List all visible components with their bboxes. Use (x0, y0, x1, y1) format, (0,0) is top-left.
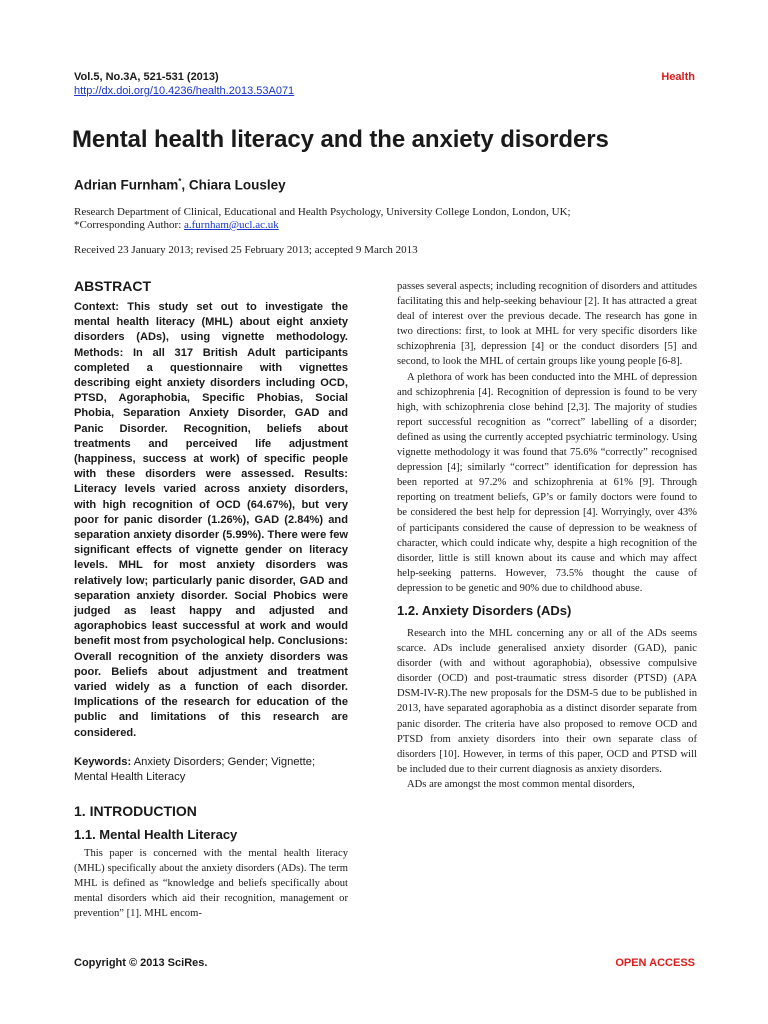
abstract-heading: ABSTRACT (74, 278, 151, 294)
email-link[interactable]: a.furnham@ucl.ac.uk (184, 219, 279, 231)
section-heading-introduction: 1. INTRODUCTION (74, 802, 197, 819)
open-access-label: OPEN ACCESS (615, 957, 695, 969)
keywords (74, 755, 348, 785)
keywords-label: Keywords: (74, 755, 132, 768)
subsection-heading-mhl: 1.1. Mental Health Literacy (74, 826, 238, 842)
author-list (74, 177, 286, 193)
left-column (74, 278, 348, 921)
corresponding-line (74, 219, 634, 232)
body-paragraph: ADs are amongst the most common mental disorders, (407, 778, 635, 790)
author-separator: , (181, 177, 189, 193)
corresponding-mark: * (178, 177, 182, 186)
author-name: Chiara Lousley (188, 177, 286, 193)
keywords-text: Anxiety Disorders; Gender; Vignette; Mental Health Literacy (74, 755, 316, 783)
volume-info: Vol.5, No.3A, 521-531 (2013) (74, 71, 219, 83)
doi-link[interactable]: http://dx.doi.org/10.4236/health.2013.53A071 (74, 85, 295, 97)
body-paragraph: passes several aspects; including recognition of disorders and attitudes facilitating this and help-seeking behaviour [2]. It has attracted a great deal of interest over the previous decade. The research has gone in two directions: first, to look at MHL for very specific disorders like schizophrenia [3], depression [4] or the conduct disorders [5] and second, to look the MHL of certain groups like young people [6-8]. (397, 281, 697, 368)
abstract-text: Context: This study set out to investigate the mental health literacy (MHL) about eight anxiety disorders (ADs), using vignette methodology. Methods: In all 317 British Adult participants completed a questionnaire with vignettes describing eight anxiety disorders including OCD, PTSD, Agoraphobia, Specific Phobias, Social Phobia, Separation Anxiety Disorder, GAD and Panic Disorder. Recognition, beliefs about treatments and perceived life adjustment (happiness, success at work) of specific people with these disorders were assessed. Results: Literacy levels varied across anxiety disorders, with high recognition of OCD (64.67%), but very poor for panic disorder (1.26%), GAD (2.84%) and separation anxiety disorder (5.99%). There were few significant effects of vignette gender on literacy levels. MHL for most anxiety disorders was relatively low; particularly panic disorder, GAD and separation anxiety disorder. Social Phobics were judged as least happy and adjusted and agoraphobics least successful at work and would benefit most from psychological help. Conclusions: Overall recognition of the anxiety disorders was poor. Beliefs about adjustment and treatment varied widely as a function of each disorder. Implications of the research for education of the public and limitations of this research are considered. (74, 301, 348, 739)
corresponding-prefix: *Corresponding Author: (74, 219, 184, 231)
body-paragraph: This paper is concerned with the mental health literacy (MHL) specifically about the anxiety disorders (ADs). The term MHL is defined as “knowledge and beliefs specifically about mental disorders which aid their recognition, management or prevention” [1]. MHL encom- (74, 847, 348, 920)
paper-title: Mental health literacy and the anxiety disorders (72, 126, 609, 153)
body-paragraph: A plethora of work has been conducted into the MHL of depression and schizophrenia [4]. Recognition of depression is found to be very high, with schizophrenia close behind [2,3]. The majority of studies report successful recognition as “correct” labelling of a disorder; defined as using the currently accepted psychiatric terminology. Using vignette methodology it was found that 75.6% “correctly” recognised depression [4]; similarly “correct” identification for depression has been reported at 97.2% and schizophrenia at 61% [9]. Through reporting on treatment beliefs, GP’s or family doctors were found to be considered the best help for depression [4]. Worryingly, over 43% of participants considered the cause of depression to be weakness of character, which could indicate why, despite a high recognition of the disorder, little is still known about its cause and which may affect help-seeking patterns. However, 73.5% thought the cause of depression to be genetic and 90% due to childhood abuse. (397, 371, 697, 594)
right-column (397, 279, 697, 792)
body-paragraph: Research into the MHL concerning any or all of the ADs seems scarce. ADs include generalised anxiety disorder (GAD), panic disorder (with and without agoraphobia), obsessive compulsive disorder (OCD) and post-traumatic stress disorder (PTSD) (APA DSM-IV-R).The new proposals for the DSM-5 due to be published in 2013, have separated agoraphobia as a distinct disorder separate from panic disorder. The criteria have also proposed to remove OCD and PTSD from anxiety disorders into their own separate class of disorders [10]. However, in terms of this paper, OCD and PTSD will be included due to their current diagnosis as anxiety disorders. (397, 627, 697, 775)
journal-name: Health (661, 71, 695, 83)
affiliation (74, 206, 634, 232)
copyright: Copyright © 2013 SciRes. (74, 957, 208, 969)
department-line: Research Department of Clinical, Educational and Health Psychology, University College London, London, UK; (74, 206, 571, 218)
author-name: Adrian Furnham (74, 177, 179, 193)
received-dates: Received 23 January 2013; revised 25 February 2013; accepted 9 March 2013 (74, 244, 418, 256)
subsection-heading-anxiety: 1.2. Anxiety Disorders (ADs) (397, 602, 572, 618)
